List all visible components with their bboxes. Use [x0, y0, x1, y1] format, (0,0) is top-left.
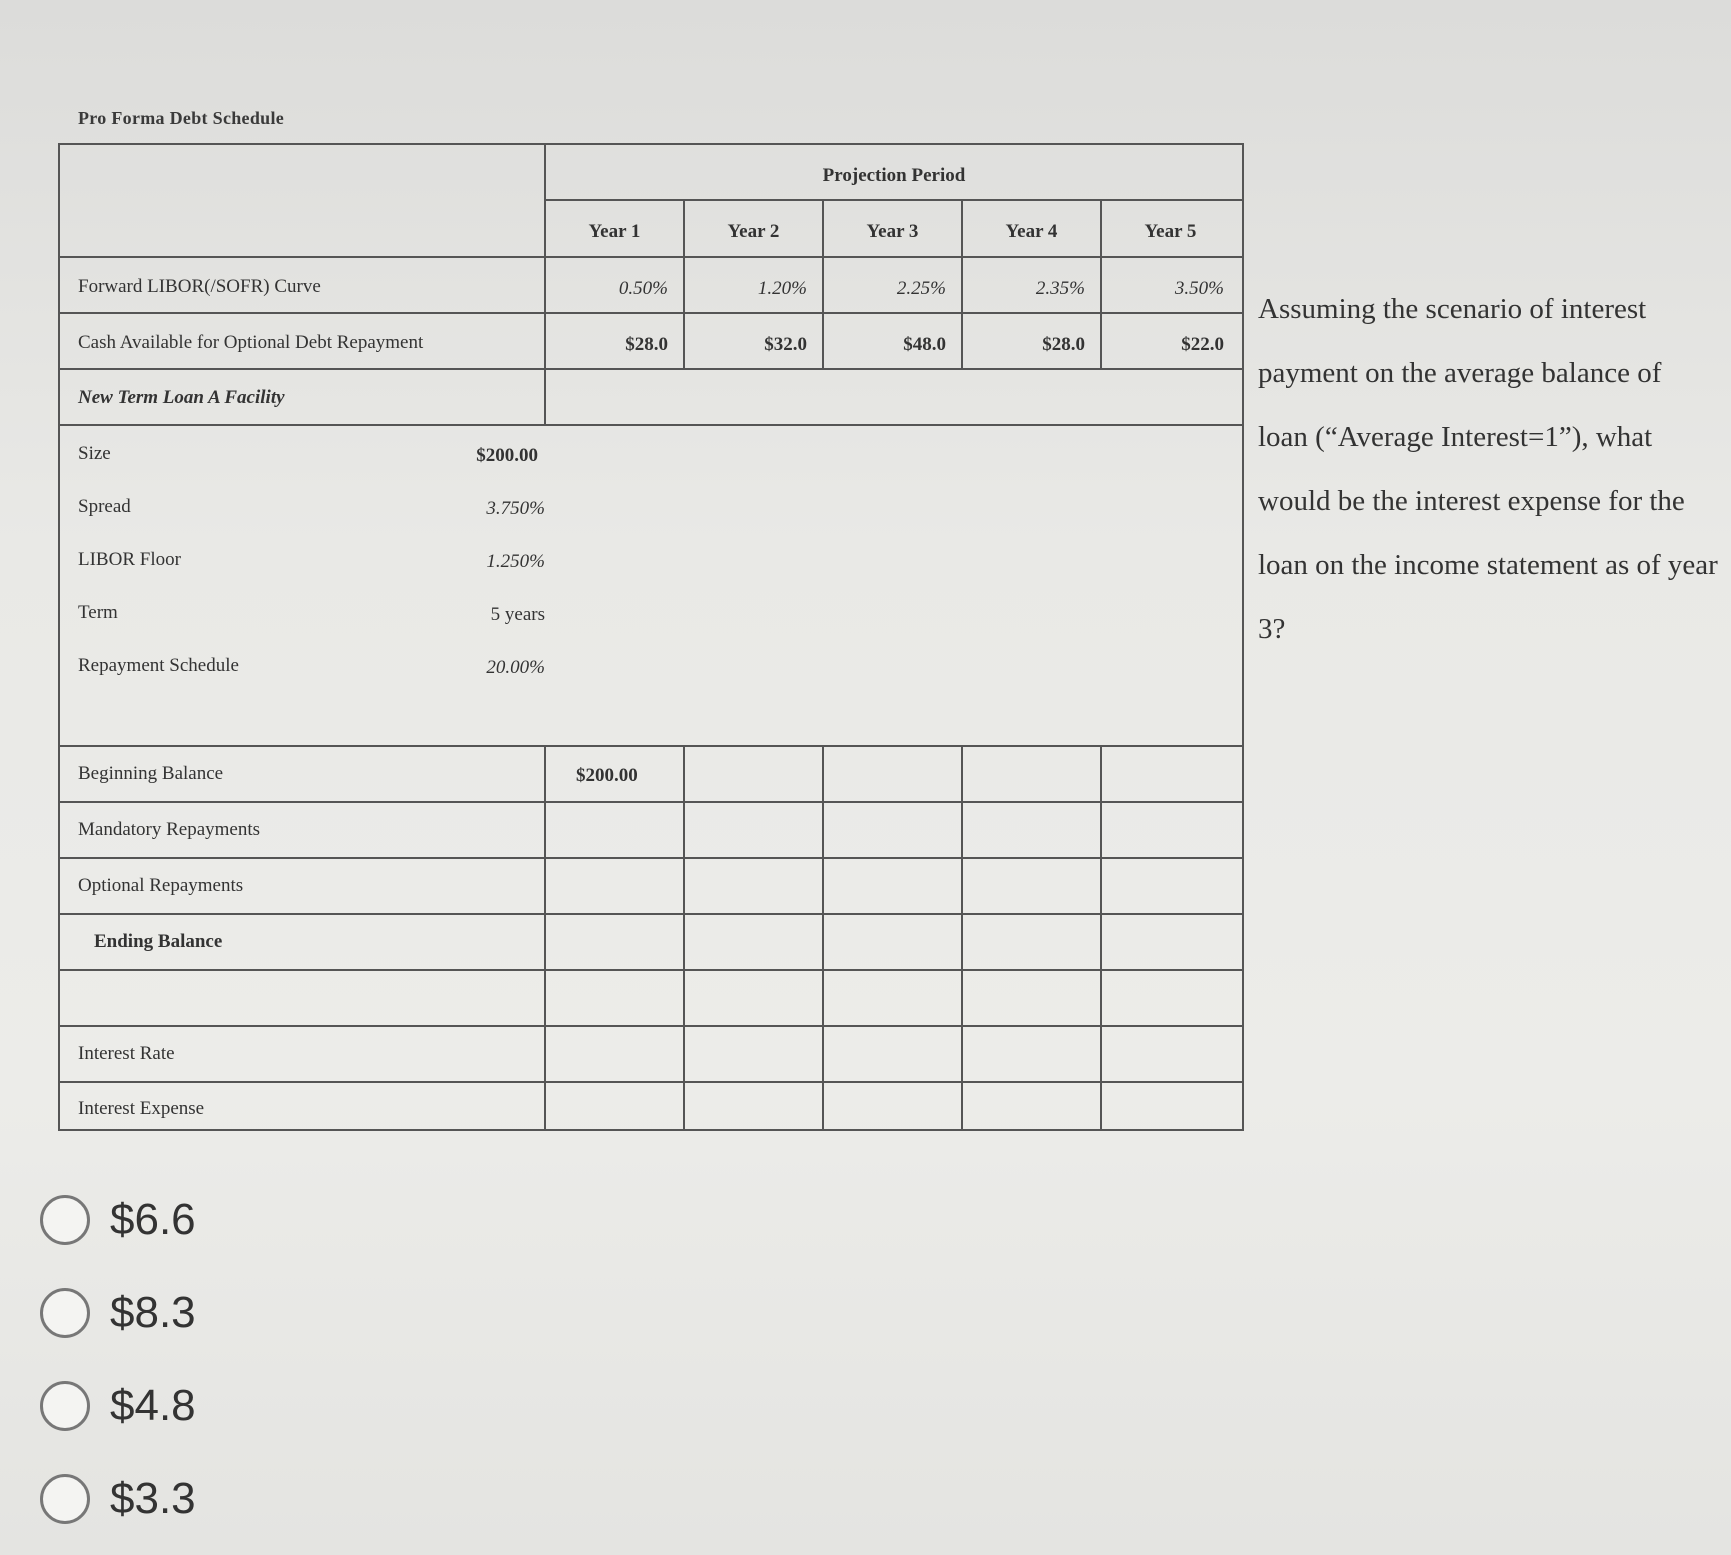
grid-line: [544, 745, 546, 1131]
cash-value: $28.0: [625, 334, 668, 355]
year-header: Year 2: [727, 221, 780, 242]
grid-line: [544, 199, 1244, 201]
cash-value: $48.0: [903, 334, 946, 355]
optional-repayments-label: Optional Repayments: [78, 875, 244, 896]
ending-balance-label: Ending Balance: [94, 931, 223, 952]
libor-value: 1.20%: [757, 278, 807, 299]
option-label: $4.8: [110, 1381, 196, 1430]
beginning-balance-year1: $200.00: [576, 765, 638, 786]
grid-line: [58, 857, 1244, 859]
mandatory-repayments-label: Mandatory Repayments: [78, 819, 261, 840]
year-header: Year 3: [866, 221, 919, 242]
interest-expense-label: Interest Expense: [78, 1098, 205, 1119]
year-header: Year 1: [588, 221, 641, 242]
term-label: Term: [78, 602, 118, 623]
grid-line: [1100, 745, 1102, 1131]
table-border-top: [58, 143, 1244, 145]
facility-label: New Term Loan A Facility: [78, 387, 285, 408]
radio-button[interactable]: [40, 1288, 90, 1338]
term-value: $200.00: [476, 445, 538, 466]
option-4[interactable]: [40, 1469, 196, 1529]
cash-available-label: Cash Available for Optional Debt Repayment: [78, 332, 424, 353]
cash-value: $22.0: [1181, 334, 1224, 355]
table-border-left: [58, 143, 60, 1131]
option-label: $8.3: [110, 1288, 196, 1337]
interest-rate-label: Interest Rate: [78, 1043, 175, 1064]
grid-line: [822, 745, 824, 1131]
grid-line: [58, 913, 1244, 915]
grid-line: [58, 312, 1244, 314]
option-2[interactable]: [40, 1283, 196, 1343]
term-value: 5 years: [490, 604, 545, 625]
cash-value: $32.0: [764, 334, 807, 355]
radio-button[interactable]: [40, 1381, 90, 1431]
table-title: Pro Forma Debt Schedule: [78, 108, 285, 128]
libor-curve-label: Forward LIBOR(/SOFR) Curve: [78, 276, 321, 297]
option-label: $6.6: [110, 1195, 196, 1244]
term-label: Repayment Schedule: [78, 655, 239, 676]
term-label: Spread: [78, 496, 131, 517]
grid-line: [58, 1025, 1244, 1027]
term-label: LIBOR Floor: [78, 549, 181, 570]
year-header: Year 4: [1005, 221, 1058, 242]
grid-line: [58, 969, 1244, 971]
libor-value: 2.25%: [896, 278, 946, 299]
term-label: Size: [78, 443, 111, 464]
term-value: 3.750%: [486, 498, 545, 519]
grid-line: [961, 745, 963, 1131]
option-label: $3.3: [110, 1474, 196, 1523]
question-text: Assuming the scenario of interest payment on the average balance of loan (“Average Interest=1”), what would be the interest expense for the loan on the income statement as of year 3?: [1258, 293, 1718, 645]
grid-line: [683, 745, 685, 1131]
grid-line: [58, 424, 1244, 426]
term-value: 20.00%: [486, 657, 545, 678]
cash-value: $28.0: [1042, 334, 1085, 355]
option-1[interactable]: [40, 1190, 196, 1250]
grid-line: [58, 801, 1244, 803]
option-3[interactable]: [40, 1376, 196, 1436]
table-border-right: [1242, 143, 1244, 1131]
libor-value: 0.50%: [618, 278, 668, 299]
projection-period-header: Projection Period: [822, 165, 966, 186]
radio-button[interactable]: [40, 1474, 90, 1524]
libor-value: 2.35%: [1035, 278, 1085, 299]
term-value: 1.250%: [486, 551, 545, 572]
year-header: Year 5: [1144, 221, 1197, 242]
grid-line: [58, 745, 1244, 747]
radio-button[interactable]: [40, 1195, 90, 1245]
libor-value: 3.50%: [1174, 278, 1224, 299]
grid-line: [58, 368, 1244, 370]
table-border-bottom: [58, 1129, 1244, 1131]
debt-schedule-table: [58, 143, 1244, 1131]
grid-line: [58, 1081, 1244, 1083]
beginning-balance-label: Beginning Balance: [78, 763, 224, 784]
grid-line: [58, 256, 1244, 258]
